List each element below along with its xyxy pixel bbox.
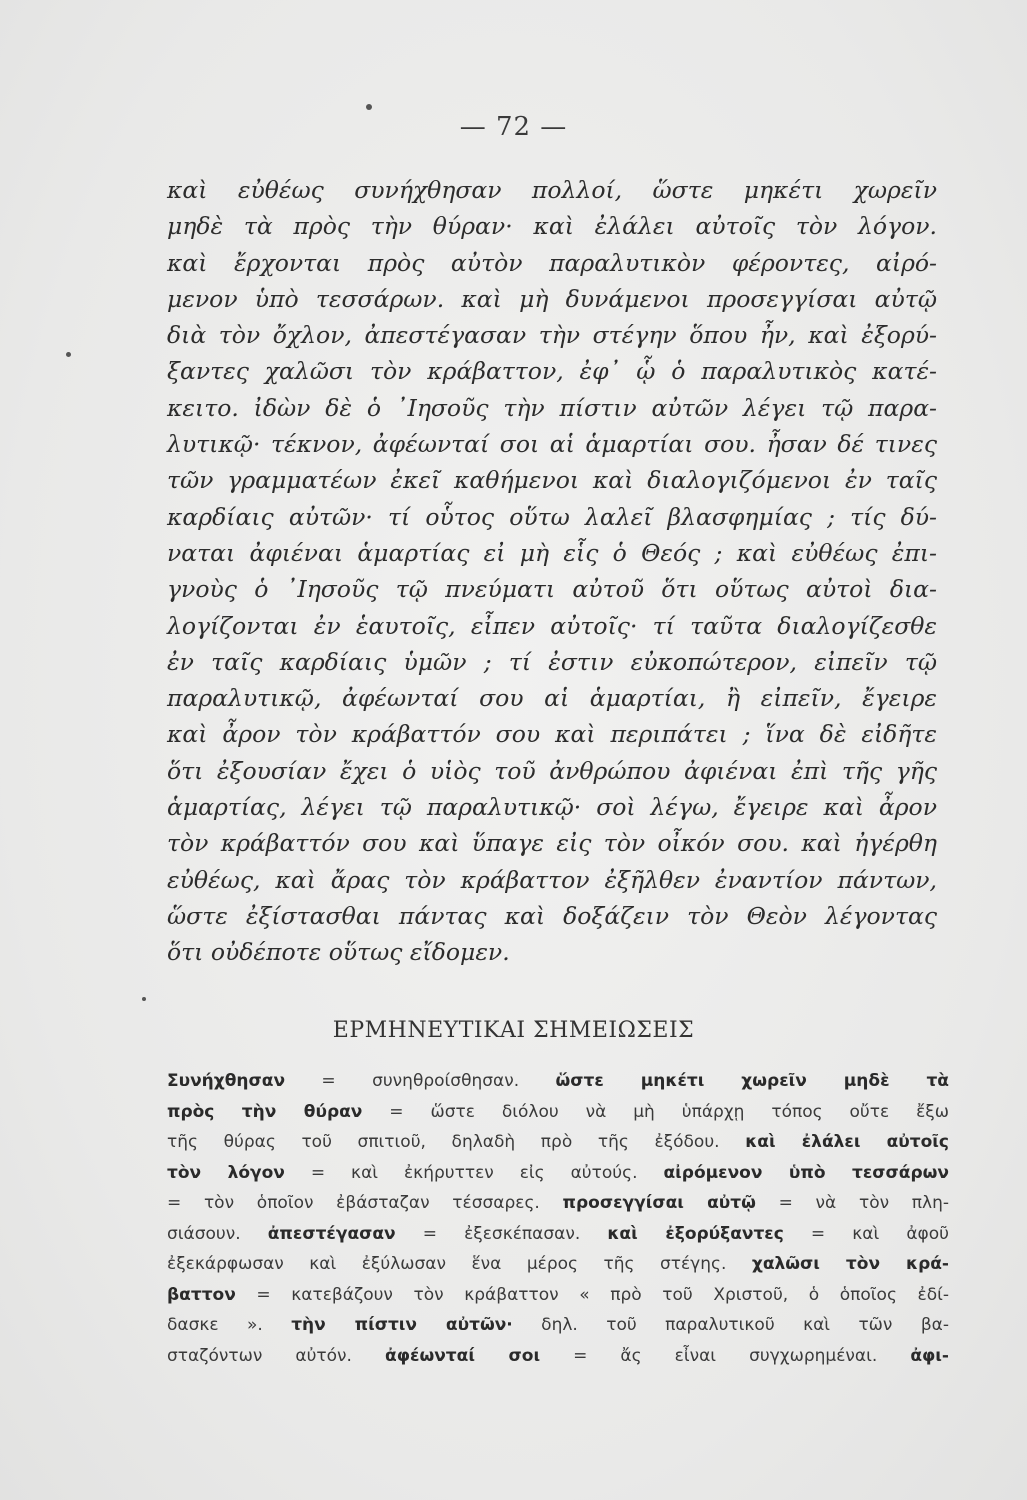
note-gloss: σταζόντων αὐτόν. [167, 1345, 386, 1366]
text-line: ἁμαρτίας, λέγει τῷ παραλυτικῷ· σοὶ λέγω, ἔγειρε καὶ ἆρον [167, 793, 937, 822]
note-line [167, 1066, 949, 1097]
note-gloss: σιάσουν. [167, 1223, 268, 1244]
text-line: ναται ἀφιέναι ἁμαρτίας εἰ μὴ εἷς ὁ Θεός ; καὶ εὐθέως ἐπι- [167, 538, 937, 567]
text-line: ὥστε ἐξίστασθαι πάντας καὶ δοξάζειν τὸν Θεὸν λέγοντας [167, 901, 937, 930]
note-line [167, 1158, 949, 1189]
text-line: καρδίαις αὐτῶν· τί οὗτος οὕτω λαλεῖ βλασφημίας ; τίς δύ- [167, 502, 937, 531]
text-line: τὸν κράβαττόν σου καὶ ὕπαγε εἰς τὸν οἶκόν σου. καὶ ἠγέρθη [167, 829, 937, 858]
text-line: ὅτι ἐξουσίαν ἔχει ὁ υἱὸς τοῦ ἀνθρώπου ἀφιέναι ἐπὶ τῆς γῆς [167, 756, 937, 785]
ink-speck [142, 997, 146, 1001]
note-term: ἀφι- [910, 1345, 949, 1366]
note-gloss: δασκε ». [167, 1315, 292, 1335]
interpretive-notes [167, 1066, 949, 1371]
note-term: προσεγγίσαι αὐτῷ [562, 1193, 756, 1213]
note-line [167, 1310, 949, 1341]
note-term: καὶ ἐξορύξαντες [607, 1223, 784, 1244]
note-gloss: = καὶ ἐκήρυττεν εἰς αὐτούς. [284, 1162, 664, 1183]
note-gloss: = νὰ τὸν πλη- [755, 1193, 950, 1213]
note-gloss: δηλ. τοῦ παραλυτικοῦ καὶ τῶν βα- [512, 1315, 950, 1335]
note-gloss: ἐξεκάρφωσαν καὶ ἐξύλωσαν ἕνα μέρος τῆς στέγης. [167, 1254, 752, 1274]
text-line: καὶ εὐθέως συνήχθησαν πολλοί, ὥστε μηκέτι χωρεῖν [167, 176, 937, 204]
text-line: λυτικῷ· τέκνον, ἀφέωνταί σοι αἱ ἁμαρτίαι σου. ἦσαν δέ τινες [167, 430, 937, 459]
note-term: ὥστε μηκέτι χωρεῖν μηδὲ τὰ [555, 1071, 949, 1091]
page-number: — 72 — [459, 112, 568, 142]
note-line [167, 1249, 949, 1280]
text-line: ἐν ταῖς καρδίαις ὑμῶν ; τί ἐστιν εὐκοπώτερον, εἰπεῖν τῷ [167, 647, 937, 676]
note-gloss: = ἄς εἶναι συγχωρημέναι. [540, 1345, 911, 1366]
note-gloss: = ὥστε διόλου νὰ μὴ ὑπάρχῃ τόπος οὔτε ἔξω [362, 1101, 950, 1122]
note-line [167, 1097, 949, 1128]
text-line: γνοὺς ὁ ᾿Ιησοῦς τῷ πνεύματι αὐτοῦ ὅτι οὕτως αὐτοὶ δια- [167, 575, 937, 604]
ink-speck [66, 352, 71, 357]
note-line [167, 1188, 949, 1219]
note-term: βαττον [167, 1284, 236, 1305]
text-line: μενον ὑπὸ τεσσάρων. καὶ μὴ δυνάμενοι προσεγγίσαι αὐτῷ [167, 284, 937, 313]
text-line: παραλυτικῷ, ἀφέωνταί σου αἱ ἁμαρτίαι, ἢ εἰπεῖν, ἔγειρε [167, 684, 937, 713]
text-line: τῶν γραμματέων ἐκεῖ καθήμενοι καὶ διαλογιζόμενοι ἐν ταῖς [167, 466, 937, 495]
text-line: κειτο. ἰδὼν δὲ ὁ ᾿Ιησοῦς τὴν πίστιν αὐτῶν λέγει τῷ παρα- [167, 393, 937, 422]
note-term: ἀφέωνταί σοι [385, 1345, 541, 1366]
note-term: καὶ ἐλάλει αὐτοῖς [745, 1132, 949, 1152]
note-term: αἰρόμενον ὑπὸ τεσσάρων [663, 1162, 949, 1183]
note-term: ἀπεστέγασαν [267, 1223, 396, 1244]
text-line: μηδὲ τὰ πρὸς τὴν θύραν· καὶ ἐλάλει αὐτοῖς τὸν λόγον. [167, 212, 937, 241]
notes-heading: ΕΡΜΗΝΕΥΤΙΚΑΙ ΣΗΜΕΙΩΣΕΙΣ [332, 1018, 695, 1043]
note-term: χαλῶσι τὸν κρά- [751, 1254, 949, 1274]
note-line [167, 1280, 949, 1311]
note-gloss: = καὶ ἀφοῦ [783, 1223, 949, 1244]
text-line: καὶ ἔρχονται πρὸς αὐτὸν παραλυτικὸν φέροντες, αἰρό- [167, 248, 937, 277]
note-term: Συνήχθησαν [167, 1071, 286, 1091]
scripture-text [167, 172, 937, 971]
note-term: πρὸς τὴν θύραν [167, 1101, 363, 1122]
note-term: τὴν πίστιν αὐτῶν· [291, 1315, 513, 1335]
text-line: εὐθέως, καὶ ἄρας τὸν κράβαττον ἐξῆλθεν ἐναντίον πάντων, [167, 865, 937, 894]
note-gloss: = ἐξεσκέπασαν. [395, 1223, 608, 1244]
text-line: ξαντες χαλῶσι τὸν κράβαττον, ἐφ᾽ ᾧ ὁ παραλυτικὸς κατέ- [167, 357, 937, 386]
text-line: διὰ τὸν ὄχλον, ἀπεστέγασαν τὴν στέγην ὅπου ἦν, καὶ ἐξορύ- [167, 321, 937, 350]
note-gloss: = συνηθροίσθησαν. [285, 1071, 556, 1091]
ink-speck [366, 104, 372, 110]
note-line [167, 1219, 949, 1250]
note-term: τὸν λόγον [167, 1162, 285, 1183]
note-line [167, 1341, 949, 1372]
note-gloss: = τὸν ὁποῖον ἐβάσταζαν τέσσαρες. [167, 1193, 563, 1213]
note-gloss: = κατεβάζουν τὸν κράβαττον « πρὸ τοῦ Χριστοῦ, ὁ ὁποῖος ἐδί- [235, 1284, 949, 1305]
note-line [167, 1127, 949, 1158]
text-line: λογίζονται ἐν ἑαυτοῖς, εἶπεν αὐτοῖς· τί ταῦτα διαλογίζεσθε [167, 611, 937, 640]
text-line: καὶ ἆρον τὸν κράβαττόν σου καὶ περιπάτει ; ἵνα δὲ εἰδῆτε [167, 720, 937, 749]
note-gloss: τῆς θύρας τοῦ σπιτιοῦ, δηλαδὴ πρὸ τῆς ἐξόδου. [167, 1132, 746, 1152]
text-line: ὅτι οὐδέποτε οὕτως εἴδομεν. [167, 938, 510, 967]
